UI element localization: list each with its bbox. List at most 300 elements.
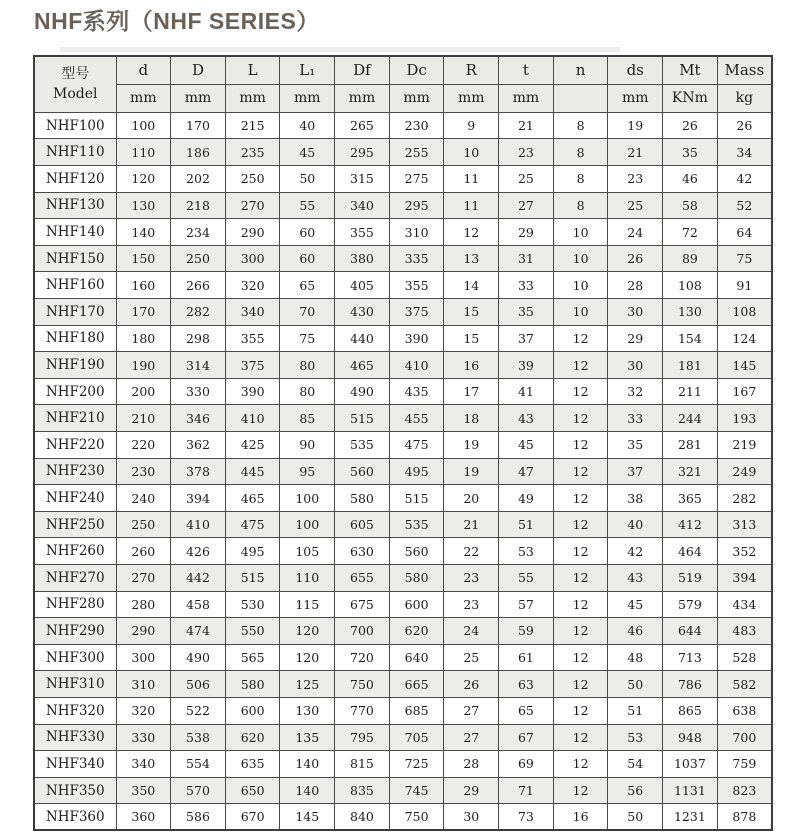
- cell-R: 11: [444, 166, 499, 193]
- cell-L: 565: [225, 644, 280, 671]
- cell-D: 346: [171, 405, 226, 432]
- cell-L: 375: [225, 352, 280, 379]
- cell-R: 15: [444, 325, 499, 352]
- cell-d: 260: [116, 538, 171, 565]
- cell-L1: 45: [280, 139, 335, 166]
- table-row: [34, 432, 772, 459]
- cell-L1: 105: [280, 538, 335, 565]
- cell-d: 200: [116, 378, 171, 405]
- cell-L1: 145: [280, 804, 335, 831]
- cell-Df: 605: [335, 511, 390, 538]
- table-row: [34, 618, 772, 645]
- cell-R: 19: [444, 458, 499, 485]
- cell-L: 290: [225, 219, 280, 246]
- cell-Dc: 355: [389, 272, 444, 299]
- cell-Mt: 244: [663, 405, 718, 432]
- cell-d: 270: [116, 564, 171, 591]
- cell-t: 65: [499, 697, 554, 724]
- cell-Mt: 281: [663, 432, 718, 459]
- row-model-label: NHF150: [34, 245, 116, 272]
- cell-n: 12: [553, 671, 608, 698]
- cell-Mass: 352: [717, 538, 772, 565]
- cell-d: 360: [116, 804, 171, 831]
- cell-t: 35: [499, 299, 554, 326]
- cell-d: 130: [116, 192, 171, 219]
- cell-L: 250: [225, 166, 280, 193]
- cell-R: 12: [444, 219, 499, 246]
- table-head: [34, 56, 772, 113]
- cell-n: 8: [553, 166, 608, 193]
- cell-Df: 720: [335, 644, 390, 671]
- column-header-R: R: [444, 56, 499, 85]
- cell-L1: 120: [280, 644, 335, 671]
- cell-n: 12: [553, 644, 608, 671]
- cell-t: 31: [499, 245, 554, 272]
- table-row: [34, 139, 772, 166]
- cell-Mt: 948: [663, 724, 718, 751]
- cell-Df: 490: [335, 378, 390, 405]
- cell-Mt: 89: [663, 245, 718, 272]
- row-model-label: NHF350: [34, 777, 116, 804]
- cell-D: 202: [171, 166, 226, 193]
- cell-Mass: 219: [717, 432, 772, 459]
- cell-ds: 35: [608, 432, 663, 459]
- cell-n: 12: [553, 697, 608, 724]
- cell-Mt: 46: [663, 166, 718, 193]
- cell-n: 12: [553, 458, 608, 485]
- column-unit-n: [553, 84, 608, 112]
- table-row: [34, 352, 772, 379]
- cell-t: 59: [499, 618, 554, 645]
- cell-Dc: 275: [389, 166, 444, 193]
- cell-t: 47: [499, 458, 554, 485]
- cell-d: 170: [116, 299, 171, 326]
- cell-Mt: 321: [663, 458, 718, 485]
- cell-Dc: 665: [389, 671, 444, 698]
- cell-t: 39: [499, 352, 554, 379]
- cell-L1: 60: [280, 245, 335, 272]
- cell-Mt: 108: [663, 272, 718, 299]
- cell-ds: 51: [608, 697, 663, 724]
- row-model-label: NHF160: [34, 272, 116, 299]
- cell-Df: 405: [335, 272, 390, 299]
- cell-t: 43: [499, 405, 554, 432]
- cell-n: 12: [553, 325, 608, 352]
- cell-ds: 48: [608, 644, 663, 671]
- cell-L: 530: [225, 591, 280, 618]
- cell-L: 635: [225, 751, 280, 778]
- cell-ds: 53: [608, 724, 663, 751]
- cell-Dc: 475: [389, 432, 444, 459]
- cell-R: 23: [444, 564, 499, 591]
- cell-Dc: 230: [389, 112, 444, 139]
- cell-Mt: 130: [663, 299, 718, 326]
- cell-Df: 340: [335, 192, 390, 219]
- cell-n: 12: [553, 485, 608, 512]
- cell-Dc: 435: [389, 378, 444, 405]
- cell-D: 442: [171, 564, 226, 591]
- cell-n: 12: [553, 405, 608, 432]
- cell-d: 210: [116, 405, 171, 432]
- cell-L: 390: [225, 378, 280, 405]
- cell-L: 410: [225, 405, 280, 432]
- cell-L1: 85: [280, 405, 335, 432]
- cell-Mt: 1037: [663, 751, 718, 778]
- cell-d: 350: [116, 777, 171, 804]
- cell-n: 12: [553, 591, 608, 618]
- cell-Mt: 519: [663, 564, 718, 591]
- cell-Mass: 700: [717, 724, 772, 751]
- cell-Dc: 295: [389, 192, 444, 219]
- cell-R: 10: [444, 139, 499, 166]
- cell-R: 25: [444, 644, 499, 671]
- cell-Dc: 455: [389, 405, 444, 432]
- cell-d: 220: [116, 432, 171, 459]
- cell-R: 14: [444, 272, 499, 299]
- cell-ds: 42: [608, 538, 663, 565]
- table-row: [34, 591, 772, 618]
- cell-ds: 28: [608, 272, 663, 299]
- cell-Df: 315: [335, 166, 390, 193]
- cell-d: 330: [116, 724, 171, 751]
- cell-Mt: 464: [663, 538, 718, 565]
- cell-Mass: 582: [717, 671, 772, 698]
- cell-ds: 50: [608, 671, 663, 698]
- cell-Df: 750: [335, 671, 390, 698]
- cell-n: 12: [553, 724, 608, 751]
- cell-Dc: 515: [389, 485, 444, 512]
- row-model-label: NHF260: [34, 538, 116, 565]
- cell-d: 340: [116, 751, 171, 778]
- cell-Dc: 685: [389, 697, 444, 724]
- header-name-row: [34, 56, 772, 85]
- row-model-label: NHF120: [34, 166, 116, 193]
- cell-L1: 140: [280, 751, 335, 778]
- cell-Mt: 1231: [663, 804, 718, 831]
- cell-t: 63: [499, 671, 554, 698]
- cell-t: 45: [499, 432, 554, 459]
- cell-L: 320: [225, 272, 280, 299]
- cell-d: 120: [116, 166, 171, 193]
- table-body: [34, 112, 772, 830]
- column-unit-R: mm: [444, 84, 499, 112]
- scan-artifact: [60, 47, 620, 52]
- cell-D: 186: [171, 139, 226, 166]
- cell-D: 410: [171, 511, 226, 538]
- cell-Dc: 640: [389, 644, 444, 671]
- table-row: [34, 804, 772, 831]
- cell-Df: 795: [335, 724, 390, 751]
- cell-L1: 55: [280, 192, 335, 219]
- cell-ds: 45: [608, 591, 663, 618]
- cell-Df: 655: [335, 564, 390, 591]
- cell-Df: 675: [335, 591, 390, 618]
- cell-Mt: 713: [663, 644, 718, 671]
- table-row: [34, 538, 772, 565]
- cell-D: 362: [171, 432, 226, 459]
- cell-L1: 60: [280, 219, 335, 246]
- cell-n: 12: [553, 618, 608, 645]
- cell-ds: 29: [608, 325, 663, 352]
- cell-d: 300: [116, 644, 171, 671]
- cell-Mass: 145: [717, 352, 772, 379]
- column-header-t: t: [499, 56, 554, 85]
- cell-Mt: 58: [663, 192, 718, 219]
- cell-L: 550: [225, 618, 280, 645]
- cell-t: 57: [499, 591, 554, 618]
- cell-L1: 140: [280, 777, 335, 804]
- cell-L1: 50: [280, 166, 335, 193]
- cell-d: 150: [116, 245, 171, 272]
- row-model-label: NHF360: [34, 804, 116, 831]
- cell-t: 71: [499, 777, 554, 804]
- cell-ds: 21: [608, 139, 663, 166]
- cell-d: 310: [116, 671, 171, 698]
- table-row: [34, 405, 772, 432]
- cell-Dc: 255: [389, 139, 444, 166]
- column-unit-Dc: mm: [389, 84, 444, 112]
- cell-ds: 37: [608, 458, 663, 485]
- cell-Mt: 1131: [663, 777, 718, 804]
- cell-D: 394: [171, 485, 226, 512]
- table-row: [34, 458, 772, 485]
- cell-Mt: 154: [663, 325, 718, 352]
- cell-Mt: 412: [663, 511, 718, 538]
- header-unit-row: [34, 84, 772, 112]
- table-row: [34, 564, 772, 591]
- cell-L1: 100: [280, 511, 335, 538]
- cell-t: 33: [499, 272, 554, 299]
- table-row: [34, 272, 772, 299]
- cell-Df: 535: [335, 432, 390, 459]
- cell-Df: 295: [335, 139, 390, 166]
- cell-d: 250: [116, 511, 171, 538]
- cell-L1: 115: [280, 591, 335, 618]
- cell-Dc: 410: [389, 352, 444, 379]
- model-header-en: Model: [53, 86, 98, 103]
- column-header-L1: L₁: [280, 56, 335, 85]
- cell-Mass: 26: [717, 112, 772, 139]
- column-unit-t: mm: [499, 84, 554, 112]
- row-model-label: NHF130: [34, 192, 116, 219]
- cell-Df: 355: [335, 219, 390, 246]
- cell-t: 21: [499, 112, 554, 139]
- cell-Df: 815: [335, 751, 390, 778]
- cell-Mass: 167: [717, 378, 772, 405]
- cell-n: 12: [553, 432, 608, 459]
- cell-L: 425: [225, 432, 280, 459]
- cell-D: 378: [171, 458, 226, 485]
- cell-R: 9: [444, 112, 499, 139]
- table-row: [34, 511, 772, 538]
- cell-Mass: 313: [717, 511, 772, 538]
- column-header-d: d: [116, 56, 171, 85]
- cell-L: 580: [225, 671, 280, 698]
- cell-R: 11: [444, 192, 499, 219]
- cell-Dc: 725: [389, 751, 444, 778]
- cell-L1: 40: [280, 112, 335, 139]
- cell-R: 19: [444, 432, 499, 459]
- cell-Mt: 644: [663, 618, 718, 645]
- cell-R: 26: [444, 671, 499, 698]
- cell-n: 8: [553, 139, 608, 166]
- cell-R: 15: [444, 299, 499, 326]
- cell-ds: 40: [608, 511, 663, 538]
- cell-R: 23: [444, 591, 499, 618]
- row-model-label: NHF330: [34, 724, 116, 751]
- cell-Mass: 52: [717, 192, 772, 219]
- column-unit-D: mm: [171, 84, 226, 112]
- cell-L: 475: [225, 511, 280, 538]
- row-model-label: NHF270: [34, 564, 116, 591]
- column-header-D: D: [171, 56, 226, 85]
- cell-Df: 265: [335, 112, 390, 139]
- cell-Mt: 26: [663, 112, 718, 139]
- cell-D: 538: [171, 724, 226, 751]
- cell-d: 190: [116, 352, 171, 379]
- table-row: [34, 192, 772, 219]
- cell-Mass: 34: [717, 139, 772, 166]
- column-header-n: n: [553, 56, 608, 85]
- column-unit-L1: mm: [280, 84, 335, 112]
- cell-D: 586: [171, 804, 226, 831]
- cell-L1: 110: [280, 564, 335, 591]
- table-row: [34, 245, 772, 272]
- cell-d: 140: [116, 219, 171, 246]
- cell-R: 18: [444, 405, 499, 432]
- table-row: [34, 112, 772, 139]
- cell-R: 28: [444, 751, 499, 778]
- cell-Dc: 620: [389, 618, 444, 645]
- cell-D: 522: [171, 697, 226, 724]
- column-header-L: L: [225, 56, 280, 85]
- cell-ds: 30: [608, 352, 663, 379]
- cell-L1: 95: [280, 458, 335, 485]
- cell-t: 25: [499, 166, 554, 193]
- row-model-label: NHF220: [34, 432, 116, 459]
- cell-Df: 560: [335, 458, 390, 485]
- cell-D: 426: [171, 538, 226, 565]
- cell-Dc: 745: [389, 777, 444, 804]
- cell-Mass: 124: [717, 325, 772, 352]
- column-unit-Mass: kg: [717, 84, 772, 112]
- cell-R: 21: [444, 511, 499, 538]
- row-model-label: NHF170: [34, 299, 116, 326]
- column-header-Mt: Mt: [663, 56, 718, 85]
- cell-Mt: 35: [663, 139, 718, 166]
- cell-Mass: 823: [717, 777, 772, 804]
- table-row: [34, 724, 772, 751]
- cell-D: 490: [171, 644, 226, 671]
- cell-L1: 80: [280, 352, 335, 379]
- cell-L1: 120: [280, 618, 335, 645]
- table-row: [34, 325, 772, 352]
- cell-L: 600: [225, 697, 280, 724]
- row-model-label: NHF250: [34, 511, 116, 538]
- cell-L1: 75: [280, 325, 335, 352]
- cell-ds: 54: [608, 751, 663, 778]
- row-model-label: NHF180: [34, 325, 116, 352]
- cell-R: 29: [444, 777, 499, 804]
- cell-R: 24: [444, 618, 499, 645]
- cell-Mass: 394: [717, 564, 772, 591]
- cell-n: 12: [553, 538, 608, 565]
- cell-Mt: 211: [663, 378, 718, 405]
- cell-t: 29: [499, 219, 554, 246]
- table-row: [34, 777, 772, 804]
- cell-n: 10: [553, 245, 608, 272]
- cell-ds: 38: [608, 485, 663, 512]
- cell-Mass: 282: [717, 485, 772, 512]
- column-unit-ds: mm: [608, 84, 663, 112]
- cell-t: 67: [499, 724, 554, 751]
- cell-L: 445: [225, 458, 280, 485]
- cell-Dc: 335: [389, 245, 444, 272]
- cell-R: 13: [444, 245, 499, 272]
- cell-d: 110: [116, 139, 171, 166]
- cell-D: 250: [171, 245, 226, 272]
- cell-ds: 43: [608, 564, 663, 591]
- table-row: [34, 644, 772, 671]
- cell-Dc: 750: [389, 804, 444, 831]
- cell-L1: 125: [280, 671, 335, 698]
- cell-Mass: 434: [717, 591, 772, 618]
- cell-L: 235: [225, 139, 280, 166]
- cell-L: 670: [225, 804, 280, 831]
- cell-Mass: 249: [717, 458, 772, 485]
- cell-Dc: 600: [389, 591, 444, 618]
- cell-L: 300: [225, 245, 280, 272]
- table-row: [34, 751, 772, 778]
- cell-Df: 465: [335, 352, 390, 379]
- cell-t: 53: [499, 538, 554, 565]
- cell-D: 330: [171, 378, 226, 405]
- cell-Df: 630: [335, 538, 390, 565]
- cell-L: 215: [225, 112, 280, 139]
- cell-t: 73: [499, 804, 554, 831]
- cell-R: 16: [444, 352, 499, 379]
- cell-L: 515: [225, 564, 280, 591]
- cell-L1: 135: [280, 724, 335, 751]
- cell-Mt: 865: [663, 697, 718, 724]
- cell-Dc: 535: [389, 511, 444, 538]
- cell-Dc: 560: [389, 538, 444, 565]
- row-model-label: NHF340: [34, 751, 116, 778]
- row-model-label: NHF240: [34, 485, 116, 512]
- cell-t: 69: [499, 751, 554, 778]
- cell-n: 10: [553, 299, 608, 326]
- cell-ds: 46: [608, 618, 663, 645]
- cell-Df: 835: [335, 777, 390, 804]
- row-model-label: NHF210: [34, 405, 116, 432]
- cell-Mass: 193: [717, 405, 772, 432]
- column-unit-L: mm: [225, 84, 280, 112]
- cell-Mass: 638: [717, 697, 772, 724]
- cell-L1: 70: [280, 299, 335, 326]
- cell-ds: 50: [608, 804, 663, 831]
- row-model-label: NHF300: [34, 644, 116, 671]
- table-row: [34, 671, 772, 698]
- cell-L1: 130: [280, 697, 335, 724]
- table-row: [34, 219, 772, 246]
- cell-Mass: 108: [717, 299, 772, 326]
- cell-ds: 24: [608, 219, 663, 246]
- cell-d: 160: [116, 272, 171, 299]
- cell-Mt: 365: [663, 485, 718, 512]
- cell-ds: 25: [608, 192, 663, 219]
- row-model-label: NHF280: [34, 591, 116, 618]
- cell-Mass: 528: [717, 644, 772, 671]
